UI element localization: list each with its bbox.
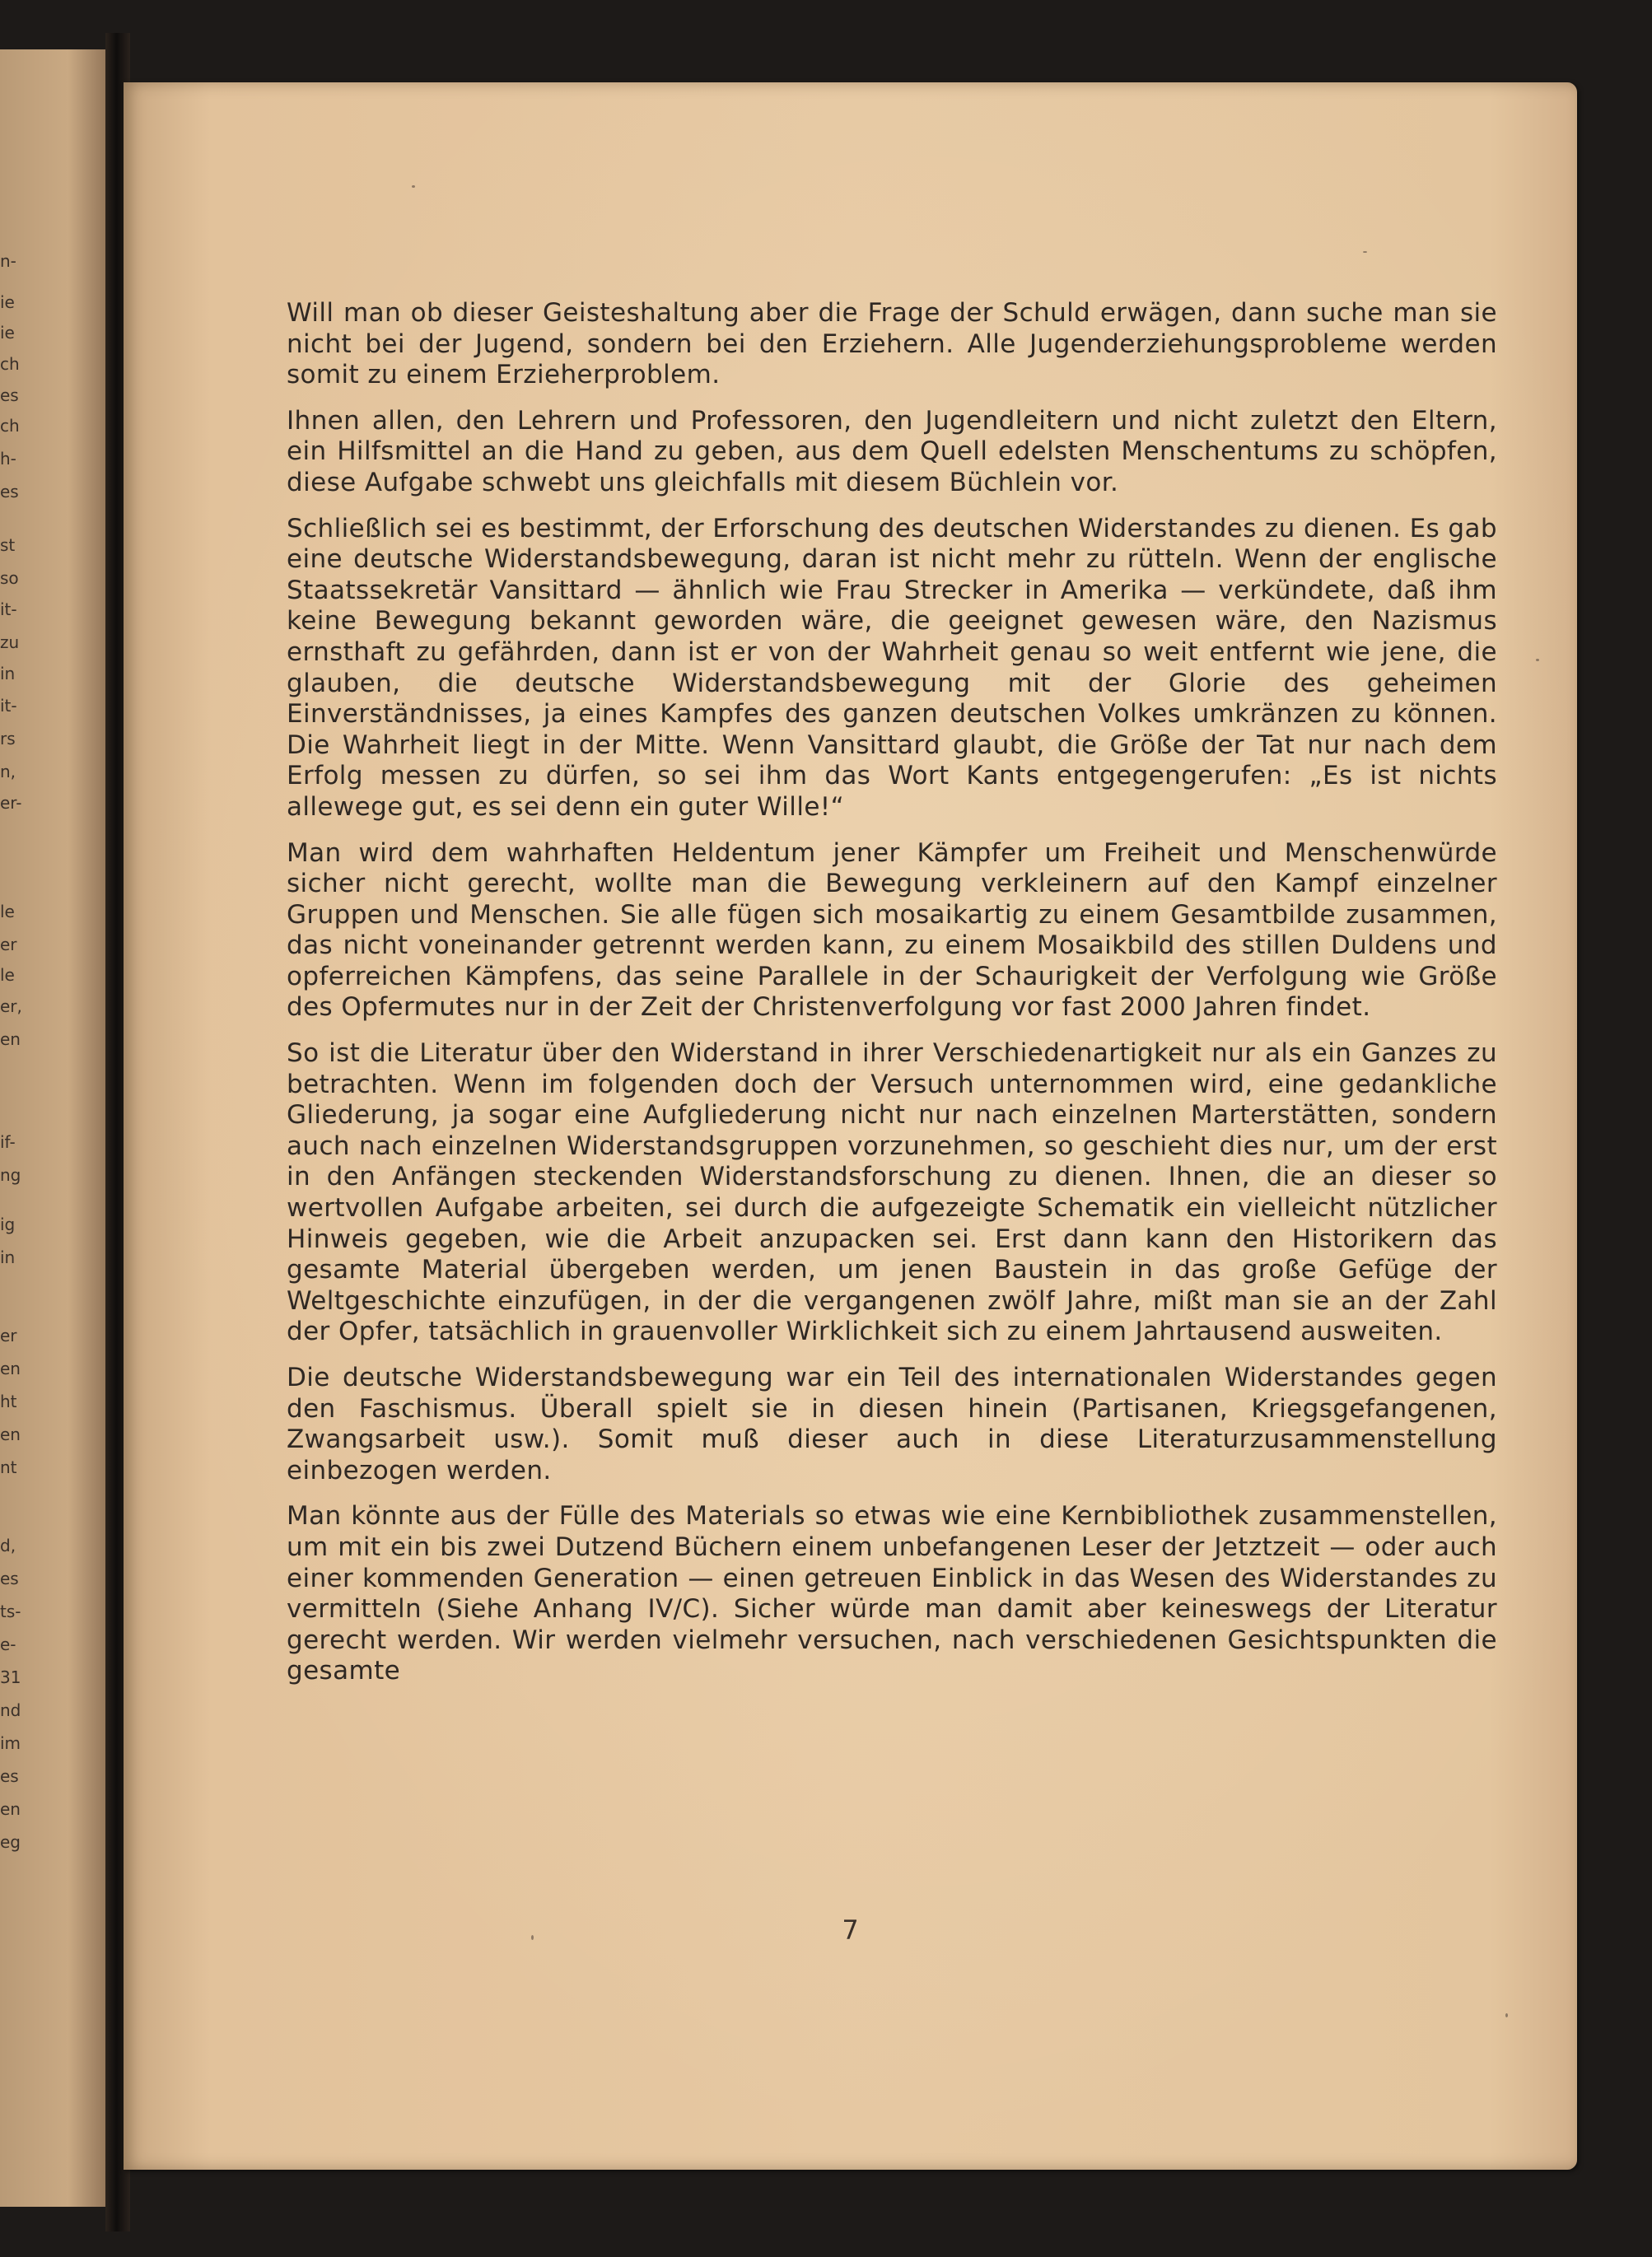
book-page xyxy=(124,82,1577,2170)
left-page-text-fragment: eg xyxy=(0,1832,21,1852)
left-page-text-fragment: nd xyxy=(0,1700,21,1720)
left-page-text-fragment: d, xyxy=(0,1536,16,1555)
left-page-text-fragment: le xyxy=(0,902,15,921)
left-page-text-fragment: 31 xyxy=(0,1667,21,1687)
left-page-text-fragment: if- xyxy=(0,1132,16,1152)
paragraph: Die deutsche Widerstandsbewegung war ein Teil des internationalen Widerstandes gegen den Faschismus. Überall spielt sie in diesen hinein (Partisanen, Kriegsgefangenen, Zwangsarbeit usw.). Somit muß dieser auch in diese Literaturzusammenstellung einbezogen werden. xyxy=(287,1363,1497,1485)
left-page-text-fragment: en xyxy=(0,1425,21,1444)
left-page-text-fragment: er xyxy=(0,1326,17,1345)
body-text xyxy=(287,298,1497,1702)
left-page-text-fragment: ie xyxy=(0,323,15,343)
left-page-text-fragment: st xyxy=(0,535,16,555)
left-page-text-fragment: es xyxy=(0,1766,19,1786)
left-page-text-fragment: so xyxy=(0,568,19,588)
paper-speck xyxy=(412,185,415,188)
left-page-text-fragment: im xyxy=(0,1733,21,1753)
left-page-text-fragment: ng xyxy=(0,1165,21,1185)
left-page-text-fragment: en xyxy=(0,1359,21,1378)
left-page-text-fragment: ch xyxy=(0,416,20,436)
paragraph: Schließlich sei es bestimmt, der Erforschung des deutschen Widerstandes zu dienen. Es gab eine deutsche Widerstandsbewegung, daran ist nicht mehr zu rütteln. Wenn der englische Staatssekretär Vansittard — ähnlich wie Frau Strecker in Amerika — verkündete, daß ihm keine Bewegung bekannt geworden wäre, die geeignet gewesen wäre, den Nazismus ernsthaft zu gefährden, dann ist er von der Wahrheit genau so weit entfernt wie jene, die glauben, die deutsche Widerstandsbewegung mit der Glorie des geheimen Einverständnisses, ja eines Kampfes des ganzen deutschen Volkes umkränzen zu können. Die Wahrheit liegt in der Mitte. Wenn Vansittard glaubt, die Größe der Tat nur nach dem Erfolg messen zu dürfen, so sei ihm das Wort Kants entgegengerufen: „Es ist nichts allewege gut, es sei denn ein guter Wille!“ xyxy=(287,513,1497,822)
left-page-text-fragment: ig xyxy=(0,1215,16,1234)
left-page-text-fragment: in xyxy=(0,664,16,683)
left-page-text-fragment: le xyxy=(0,965,15,985)
left-page-text-fragment: er, xyxy=(0,996,22,1016)
left-page-text-fragment: er- xyxy=(0,793,22,813)
left-page-text-fragment: rs xyxy=(0,729,16,748)
left-page-text-fragment: er xyxy=(0,935,17,954)
left-page-text-fragment: ie xyxy=(0,292,15,312)
left-page-text-fragment: n- xyxy=(0,251,16,271)
paper-speck xyxy=(531,1935,534,1940)
left-page-text-fragment: en xyxy=(0,1799,21,1819)
paper-speck xyxy=(1536,659,1539,661)
left-page-text-fragment: es xyxy=(0,385,19,405)
left-page-text-fragment: ts- xyxy=(0,1602,21,1621)
left-page-text-fragment: h- xyxy=(0,449,16,469)
left-page-text-fragment: zu xyxy=(0,632,20,652)
left-page-text-fragment: n, xyxy=(0,762,16,781)
left-page-text-fragment: es xyxy=(0,482,19,501)
left-page-text-fragment: e- xyxy=(0,1634,16,1654)
page-number: 7 xyxy=(842,1914,859,1946)
paragraph: Ihnen allen, den Lehrern und Professoren, den Jugendleitern und nicht zuletzt den Eltern, ein Hilfsmittel an die Hand zu geben, aus dem Quell edelsten Menschentums zu schöpfen, diese Aufgabe schwebt uns gleichfalls mit diesem Büchlein vor. xyxy=(287,405,1497,497)
left-page-text-fragment: nt xyxy=(0,1457,17,1477)
paragraph: Man wird dem wahrhaften Heldentum jener Kämpfer um Freiheit und Menschenwürde sicher nicht gerecht, wollte man die Bewegung verkleinern auf den Kampf einzelner Gruppen und Menschen. Sie alle fügen sich mosaikartig zu einem Gesamtbilde zusammen, das nicht voneinander getrennt werden kann, zu einem Mosaikbild des stillen Duldens und opferreichen Kämpfens, das seine Parallele in der Schaurigkeit der Verfolgung wie Größe des Opfermutes nur in der Zeit der Christenverfolgung vor fast 2000 Jahren findet. xyxy=(287,837,1497,1023)
left-page-text-fragment: es xyxy=(0,1569,19,1588)
left-page-text-fragment: it- xyxy=(0,696,17,716)
left-page-text-fragment: ch xyxy=(0,354,20,374)
left-page-text-fragment: en xyxy=(0,1029,21,1049)
paragraph: Will man ob dieser Geisteshaltung aber die Frage der Schuld erwägen, dann suche man sie nicht bei der Jugend, sondern bei den Erziehern. Alle Jugenderziehungsprobleme werden somit zu einem Erzieherproblem. xyxy=(287,298,1497,390)
left-page-text-fragment: in xyxy=(0,1247,16,1267)
paper-speck xyxy=(1363,251,1367,253)
paper-speck xyxy=(1505,2013,1508,2017)
paragraph: So ist die Literatur über den Widerstand in ihrer Verschiedenartigkeit nur als ein Ganzes zu betrachten. Wenn im folgenden doch der Versuch unternommen wird, eine gedankliche Gliederung, ja sogar eine Aufgliederung nicht nur nach einzelnen Marterstätten, sondern auch nach einzelnen Widerstandsgruppen vorzunehmen, so geschieht dies nur, um der erst in den Anfängen steckenden Widerstandsforschung zu dienen. Ihnen, die an dieser so wertvollen Aufgabe arbeiten, sei durch die aufgezeigte Schematik ein vielleicht nützlicher Hinweis gegeben, wie die Arbeit anzupacken sei. Erst dann kann den Historikern das gesamte Material übergeben werden, um jenen Baustein in das große Gefüge der Weltgeschichte einzufügen, in der die vergangenen zwölf Jahre, mißt man sie an der Zahl der Opfer, tatsächlich in grauenvoller Wirklichkeit sich zu einem Jahrtausend ausweiten. xyxy=(287,1038,1497,1347)
left-page-text-fragment: it- xyxy=(0,599,17,619)
left-page-text-fragment: ht xyxy=(0,1392,17,1411)
paragraph: Man könnte aus der Fülle des Materials so etwas wie eine Kernbibliothek zusammenstellen, um mit ein bis zwei Dutzend Büchern einem unbefangenen Leser der Jetztzeit — oder auch einer kommenden Generation — einen getreuen Einblick in das Wesen des Widerstandes zu vermitteln (Siehe Anhang IV/C). Sicher würde man damit aber keineswegs der Literatur gerecht werden. Wir werden vielmehr versuchen, nach verschiedenen Gesichtspunkten die gesamte xyxy=(287,1501,1497,1686)
